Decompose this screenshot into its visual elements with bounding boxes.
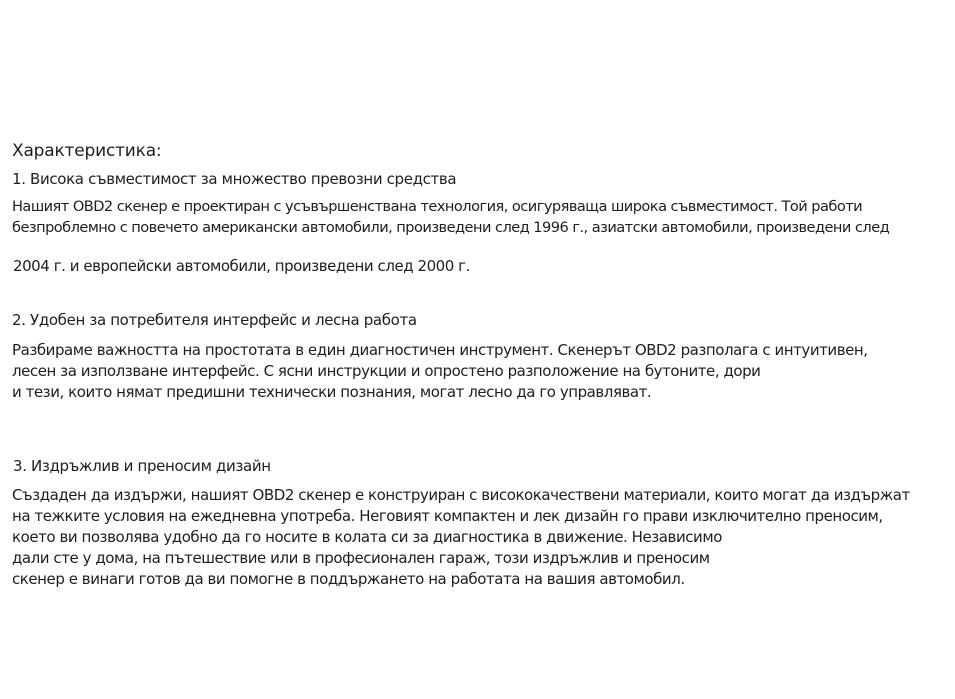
paragraph-line: дали сте у дома, на пътешествие или в професионален гараж, този издръжлив и преносим	[12, 549, 710, 567]
paragraph-line: и тези, които нямат предишни технически познания, могат лесно да го управляват.	[12, 383, 652, 401]
section-heading: 1. Висока съвместимост за множество превозни средства	[12, 170, 457, 188]
paragraph-line: Разбираме важността на простотата в един диагностичен инструмент. Скенерът OBD2 разполага с интуитивен,	[12, 341, 868, 359]
section-heading: 3. Издръжлив и преносим дизайн	[13, 457, 271, 475]
paragraph-line: безпроблемно с повечето американски автомобили, произведени след 1996 г., азиатски автомобили, произведени след	[12, 219, 890, 236]
paragraph-line: лесен за използване интерфейс. С ясни инструкции и опростено разположение на бутоните, дори	[12, 362, 761, 380]
paragraph-line: скенер е винаги готов да ви помогне в поддържането на работата на вашия автомобил.	[12, 570, 685, 588]
paragraph-line: Създаден да издържи, нашият OBD2 скенер е конструиран с висококачествени материали, които могат да издържат	[12, 486, 910, 504]
paragraph-line: Нашият OBD2 скенер е проектиран с усъвършенствана технология, осигуряваща широка съвместимост. Той работи	[12, 198, 863, 215]
document-title: Характеристика:	[12, 141, 162, 161]
paragraph-line: 2004 г. и европейски автомобили, произведени след 2000 г.	[13, 257, 470, 275]
paragraph-line: което ви позволява удобно да го носите в колата си за диагностика в движение. Независимо	[12, 528, 722, 546]
paragraph-line: на тежките условия на ежедневна употреба. Неговият компактен и лек дизайн го прави изключително преносим,	[12, 507, 883, 525]
section-heading: 2. Удобен за потребителя интерфейс и лесна работа	[12, 311, 417, 329]
